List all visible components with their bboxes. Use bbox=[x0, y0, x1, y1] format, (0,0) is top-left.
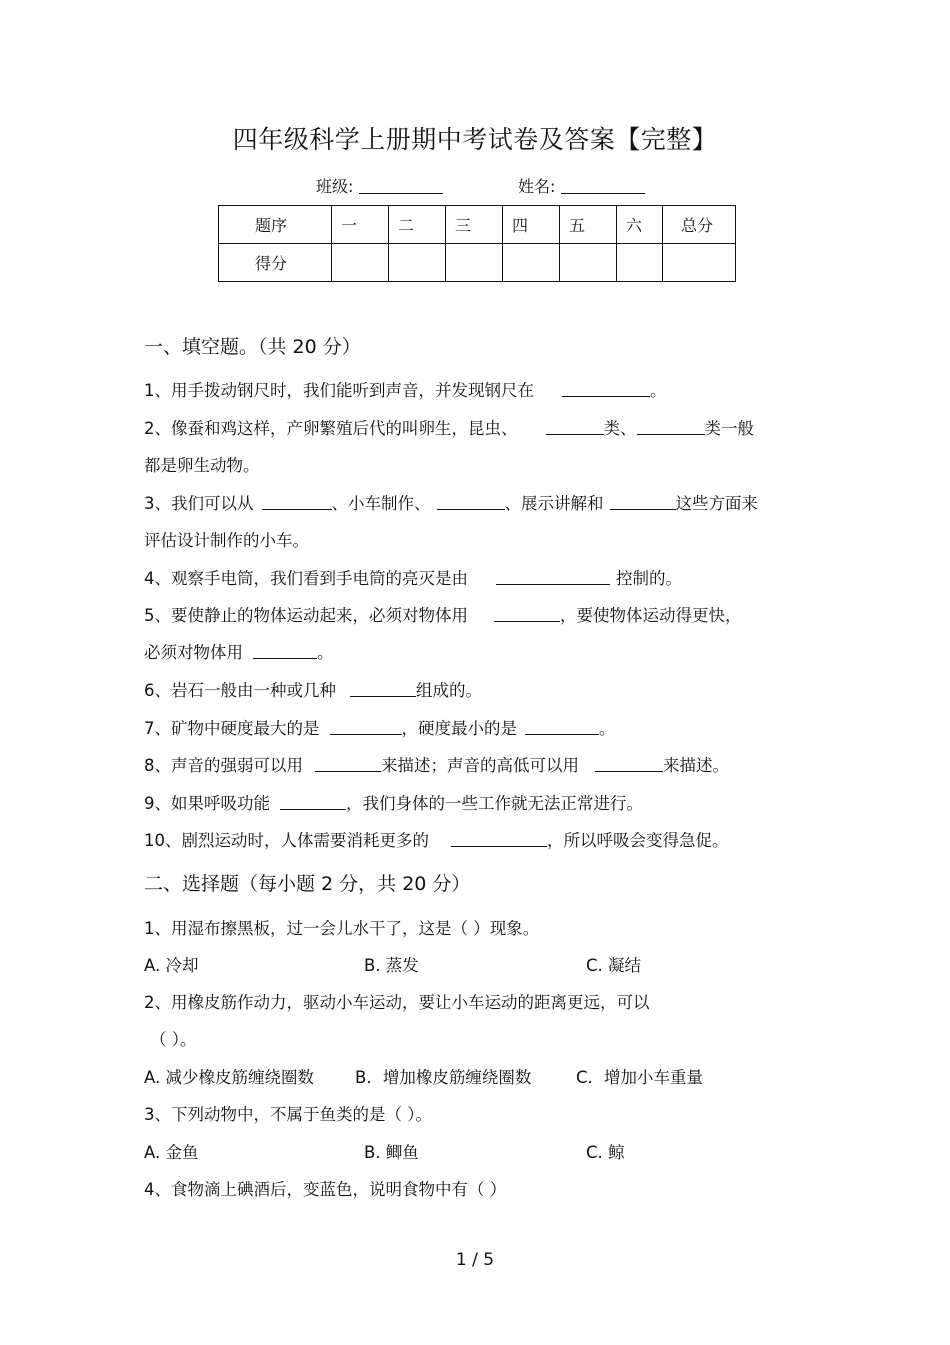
page-title: 四年级科学上册期中考试卷及答案【完整】 bbox=[232, 125, 718, 154]
answer-blank bbox=[562, 381, 650, 397]
answer-blank bbox=[496, 569, 610, 585]
class-label: 班级: bbox=[316, 177, 354, 196]
question-fill-3-cont: 评估设计制作的小车。 bbox=[144, 531, 309, 550]
score-cell[interactable] bbox=[389, 244, 446, 282]
choice-option[interactable]: A. 减少橡皮筋缠绕圈数 bbox=[144, 1068, 314, 1087]
score-table-score-row bbox=[219, 244, 736, 282]
question-choice-2: 2、用橡皮筋作动力，驱动小车运动，要让小车运动的距离更远，可以 bbox=[144, 993, 650, 1012]
answer-blank bbox=[350, 681, 416, 697]
score-table-header-cell: 一 bbox=[332, 206, 389, 244]
choice-option[interactable]: A. 冷却 bbox=[144, 956, 199, 975]
class-field bbox=[316, 174, 443, 197]
choice-option[interactable]: B. 鲫鱼 bbox=[364, 1143, 419, 1162]
question-fill-6: 6、岩石一般由一种或几种 组成的。 bbox=[144, 681, 482, 700]
name-field bbox=[518, 174, 645, 197]
score-table-header-cell: 总分 bbox=[663, 206, 736, 244]
answer-blank bbox=[525, 719, 599, 735]
choice-option[interactable]: B. 蒸发 bbox=[364, 956, 419, 975]
page-number: 1 / 5 bbox=[455, 1250, 495, 1270]
score-table-header-cell: 五 bbox=[560, 206, 617, 244]
answer-blank bbox=[451, 831, 547, 847]
score-table-header-cell: 四 bbox=[503, 206, 560, 244]
name-label: 姓名: bbox=[518, 177, 556, 196]
answer-blank bbox=[262, 494, 332, 510]
score-cell[interactable] bbox=[503, 244, 560, 282]
section2-heading: 二、选择题（每小题 2 分，共 20 分） bbox=[144, 873, 471, 895]
question-fill-2-cont: 都是卵生动物。 bbox=[144, 456, 260, 475]
answer-blank bbox=[610, 494, 676, 510]
question-fill-5-cont: 必须对物体用 。 bbox=[144, 643, 334, 662]
question-choice-3: 3、下列动物中，不属于鱼类的是（ ）。 bbox=[144, 1105, 432, 1124]
question-choice-4: 4、食物滴上碘酒后，变蓝色，说明食物中有（ ） bbox=[144, 1180, 507, 1199]
answer-blank bbox=[595, 756, 663, 772]
question-fill-7: 7、矿物中硬度最大的是 ，硬度最小的是 。 bbox=[144, 719, 616, 738]
question-fill-4: 4、观察手电筒，我们看到手电筒的亮灭是由 控制的。 bbox=[144, 569, 682, 588]
answer-blank bbox=[315, 756, 381, 772]
question-choice-1: 1、用湿布擦黑板，过一会儿水干了，这是（ ）现象。 bbox=[144, 919, 540, 938]
section1-heading: 一、填空题。（共 20 分） bbox=[144, 336, 361, 358]
question-fill-1: 1、用手拨动钢尺时，我们能听到声音，并发现钢尺在 。 bbox=[144, 381, 667, 400]
question-choice-2-cont: （ ）。 bbox=[150, 1030, 197, 1049]
score-cell[interactable] bbox=[332, 244, 389, 282]
choice-option[interactable]: B．增加橡皮筋缠绕圈数 bbox=[355, 1068, 532, 1087]
choice-option[interactable]: C. 鲸 bbox=[586, 1143, 625, 1162]
question-fill-9: 9、如果呼吸功能 ，我们身体的一些工作就无法正常进行。 bbox=[144, 794, 643, 813]
question-fill-10: 10、剧烈运动时，人体需要消耗更多的 ，所以呼吸会变得急促。 bbox=[144, 831, 729, 850]
score-cell[interactable] bbox=[446, 244, 503, 282]
choice-option[interactable]: C. 凝结 bbox=[586, 956, 642, 975]
answer-blank bbox=[253, 643, 317, 659]
choice-option[interactable]: C．增加小车重量 bbox=[576, 1068, 704, 1087]
question-fill-3: 3、我们可以从 、小车制作、 、展示讲解和 这些方面来 bbox=[144, 494, 758, 513]
score-table-header-cell: 题序 bbox=[219, 206, 332, 244]
class-blank bbox=[359, 177, 443, 194]
score-table-header-row bbox=[219, 206, 736, 244]
score-cell[interactable] bbox=[617, 244, 663, 282]
answer-blank bbox=[330, 719, 402, 735]
score-table-row-label: 得分 bbox=[219, 244, 332, 282]
answer-blank bbox=[546, 419, 604, 435]
answer-blank bbox=[280, 794, 346, 810]
question-fill-8: 8、声音的强弱可以用 来描述；声音的高低可以用 来描述。 bbox=[144, 756, 729, 775]
answer-blank bbox=[437, 494, 505, 510]
answer-blank bbox=[494, 606, 560, 622]
score-cell[interactable] bbox=[560, 244, 617, 282]
name-blank bbox=[561, 177, 645, 194]
question-fill-5: 5、要使静止的物体运动起来，必须对物体用 ，要使物体运动得更快， bbox=[144, 606, 742, 625]
score-table-header-cell: 二 bbox=[389, 206, 446, 244]
question-fill-2: 2、像蚕和鸡这样，产卵繁殖后代的叫卵生，昆虫、 类、 类一般 bbox=[144, 419, 754, 438]
score-cell[interactable] bbox=[663, 244, 736, 282]
answer-blank bbox=[637, 419, 705, 435]
choice-option[interactable]: A. 金鱼 bbox=[144, 1143, 199, 1162]
score-table-header-cell: 六 bbox=[617, 206, 663, 244]
score-table bbox=[218, 205, 736, 282]
score-table-header-cell: 三 bbox=[446, 206, 503, 244]
